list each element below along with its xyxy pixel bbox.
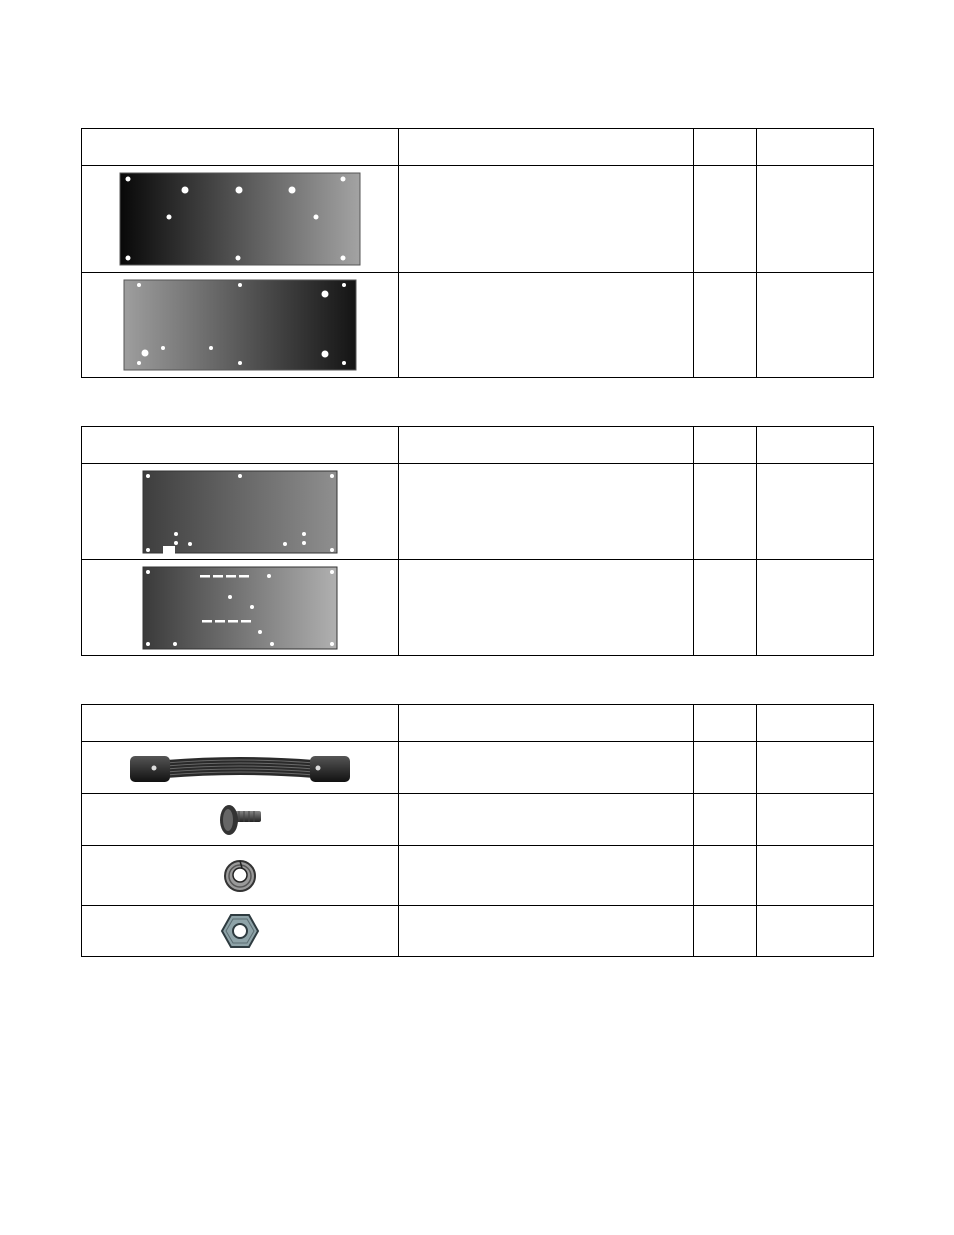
part-number-cell <box>757 464 874 560</box>
table-header-row <box>82 705 874 742</box>
description-cell <box>399 273 694 378</box>
description-cell <box>399 794 694 846</box>
table-row <box>82 742 874 794</box>
description-cell <box>399 464 694 560</box>
header-cell-image <box>82 705 399 742</box>
qty-cell <box>694 166 757 273</box>
plate-with-holes-icon <box>123 279 357 371</box>
table-row <box>82 273 874 378</box>
image-cell <box>82 464 399 560</box>
part-number-cell <box>757 846 874 906</box>
part-number-cell <box>757 273 874 378</box>
description-cell <box>399 560 694 656</box>
header-cell-description <box>399 705 694 742</box>
parts-table-3 <box>81 704 874 957</box>
description-cell <box>399 742 694 794</box>
lock-washer-icon <box>222 858 258 894</box>
image-cell <box>82 742 399 794</box>
image-cell <box>82 560 399 656</box>
hex-nut-icon <box>220 913 260 949</box>
image-cell <box>82 273 399 378</box>
qty-cell <box>694 794 757 846</box>
table-row <box>82 166 874 273</box>
table-row <box>82 906 874 957</box>
image-cell <box>82 794 399 846</box>
table-row <box>82 794 874 846</box>
qty-cell <box>694 560 757 656</box>
header-cell-qty <box>694 129 757 166</box>
plate-with-holes-icon <box>142 470 338 554</box>
table-header-row <box>82 129 874 166</box>
header-cell-part-no <box>757 129 874 166</box>
part-number-cell <box>757 560 874 656</box>
plate-with-holes-icon <box>119 172 361 266</box>
qty-cell <box>694 846 757 906</box>
part-number-cell <box>757 166 874 273</box>
bolt-icon <box>215 803 265 837</box>
qty-cell <box>694 464 757 560</box>
qty-cell <box>694 273 757 378</box>
part-number-cell <box>757 742 874 794</box>
table-row <box>82 464 874 560</box>
table-header-row <box>82 427 874 464</box>
description-cell <box>399 846 694 906</box>
parts-table-1 <box>81 128 874 378</box>
header-cell-part-no <box>757 705 874 742</box>
image-cell <box>82 906 399 957</box>
qty-cell <box>694 742 757 794</box>
header-cell-description <box>399 427 694 464</box>
description-cell <box>399 166 694 273</box>
header-cell-description <box>399 129 694 166</box>
header-cell-qty <box>694 427 757 464</box>
carrying-handle-icon <box>128 752 352 784</box>
qty-cell <box>694 906 757 957</box>
part-number-cell <box>757 794 874 846</box>
header-cell-image <box>82 427 399 464</box>
table-row <box>82 560 874 656</box>
part-number-cell <box>757 906 874 957</box>
description-cell <box>399 906 694 957</box>
header-cell-image <box>82 129 399 166</box>
image-cell <box>82 166 399 273</box>
image-cell <box>82 846 399 906</box>
header-cell-qty <box>694 705 757 742</box>
table-row <box>82 846 874 906</box>
header-cell-part-no <box>757 427 874 464</box>
plate-with-slots-icon <box>142 566 338 650</box>
parts-table-2 <box>81 426 874 656</box>
